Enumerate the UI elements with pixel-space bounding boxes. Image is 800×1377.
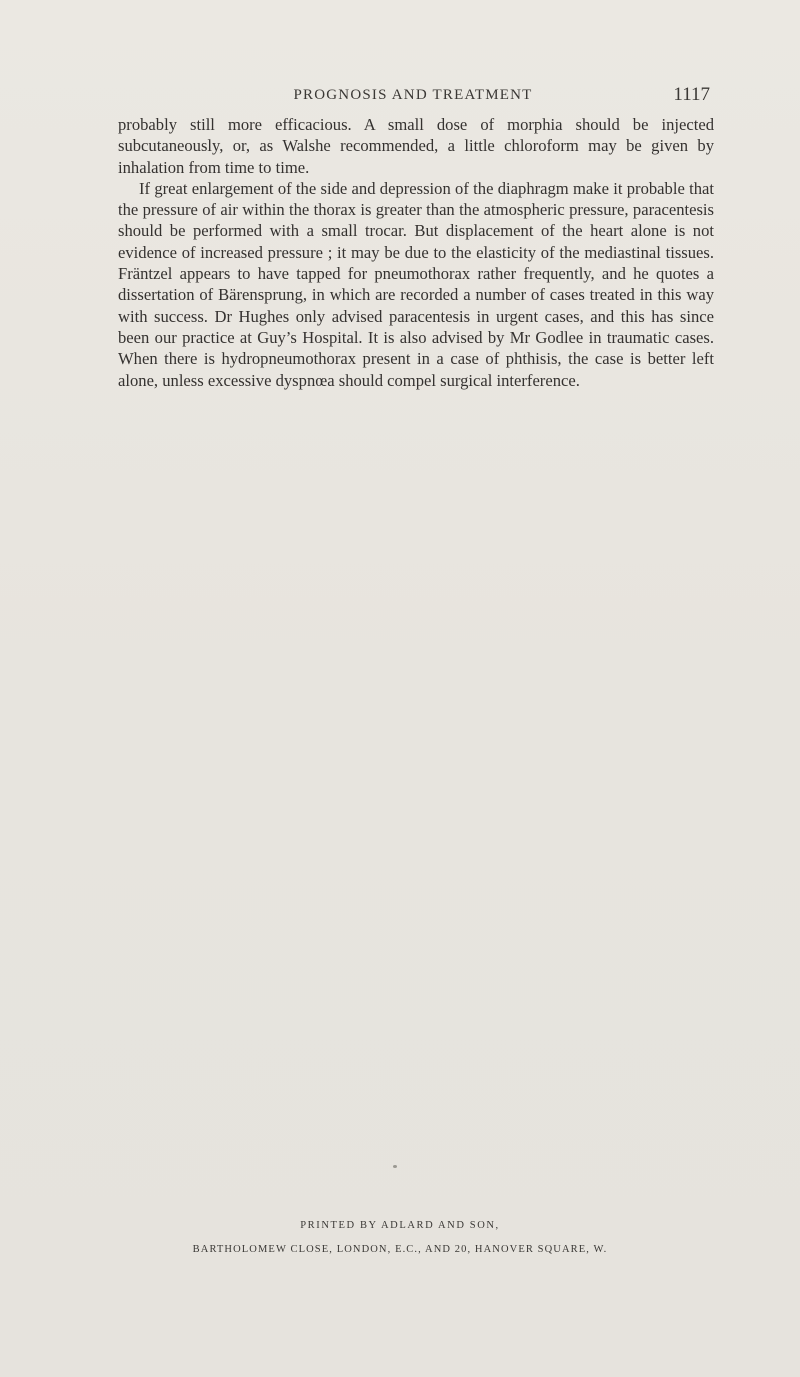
running-head (118, 84, 708, 110)
body-text (118, 114, 714, 391)
paragraph: If great enlargement of the side and depression of the diaphragm make it probable that the pressure of air within the thorax is greater than the atmospheric pressure, paracentesis should be performed with a small trocar. But displacement of the heart alone is not evidence of increased pressure ; it may be due to the elasticity of the mediastinal tissues. Fräntzel appears to have tapped for pneumothorax rather frequently, and he quotes a dissertation of Bärensprung, in which are recorded a number of cases treated in this way with success. Dr Hughes only advised paracentesis in urgent cases, and this has since been our practice at Guy’s Hospital. It is also advised by Mr Godlee in traumatic cases. When there is hydropneumothorax present in a case of phthisis, the case is better left alone, unless excessive dyspnœa should compel surgical interference. (118, 178, 714, 390)
running-title: PROGNOSIS AND TREATMENT (293, 87, 533, 103)
printer-imprint (90, 1218, 710, 1258)
paragraph: probably still more efficacious. A small dose of morphia should be injected subcutaneously, or, as Walshe recommended, a little chloroform may be given by inhalation from time to time. (118, 115, 714, 177)
imprint-line: PRINTED BY ADLARD AND SON, (300, 1220, 500, 1231)
page-number: 1117 (673, 84, 710, 105)
imprint-line: BARTHOLOMEW CLOSE, LONDON, E.C., AND 20, HANOVER SQUARE, W. (192, 1244, 608, 1255)
paper-speck (393, 1165, 397, 1168)
